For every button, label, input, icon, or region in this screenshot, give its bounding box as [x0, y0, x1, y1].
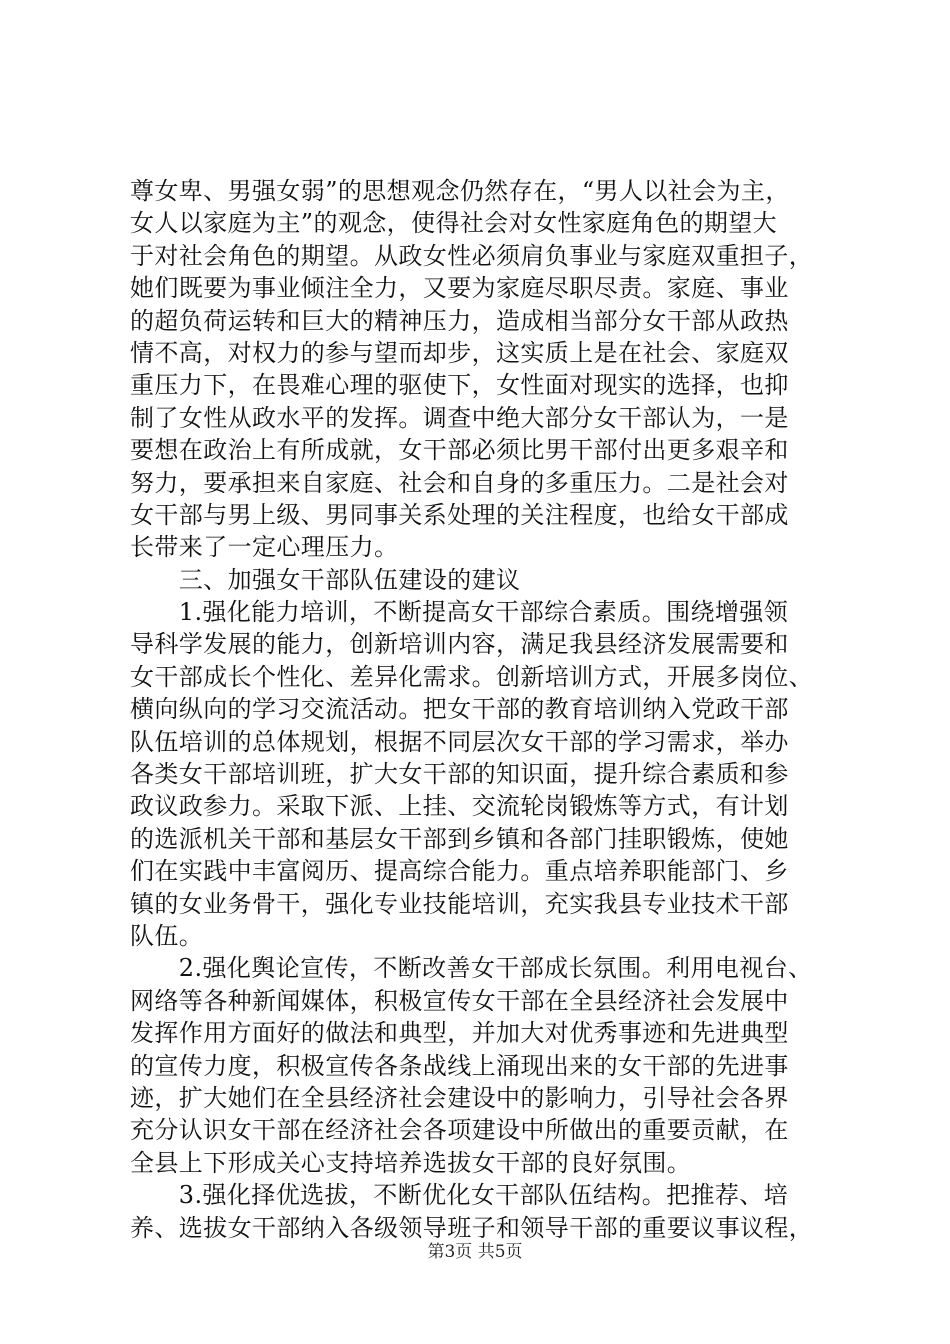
text-line: 们在实践中丰富阅历、提高综合能力。重点培养职能部门、乡 — [130, 857, 789, 886]
text-line: 网络等各种新闻媒体，积极宣传女干部在全县经济社会发展中 — [130, 986, 789, 1015]
text-line: 情不高，对权力的参与望而却步，这实质上是在社会、家庭双 — [130, 338, 789, 367]
text-line: 充分认识女干部在经济社会各项建设中所做出的重要贡献，在 — [130, 1116, 789, 1145]
text-line: 制了女性从政水平的发挥。调查中绝大部分女干部认为，一是 — [130, 403, 789, 432]
text-line: 的宣传力度，积极宣传各条战线上涌现出来的女干部的先进事 — [130, 1051, 789, 1080]
text-line: 尊女卑、男强女弱”的思想观念仍然存在，“男人以社会为主， — [130, 177, 790, 205]
text-line: 于对社会角色的期望。从政女性必须肩负事业与家庭双重担子， — [130, 241, 814, 270]
text-line: 长带来了一定心理压力。 — [130, 533, 399, 562]
text-line: 各类女干部培训班，扩大女干部的知识面，提升综合素质和参 — [130, 760, 789, 789]
text-line: 三、加强女干部队伍建设的建议 — [130, 565, 521, 594]
text-line: 养、选拔女干部纳入各级领导班子和领导干部的重要议事议程， — [130, 1213, 814, 1242]
text-line: 导科学发展的能力，创新培训内容，满足我县经济发展需要和 — [130, 630, 789, 659]
page-footer: 第3页 共5页 — [427, 1242, 523, 1262]
text-line: 的选派机关干部和基层女干部到乡镇和各部门挂职锻炼，使她 — [130, 824, 789, 853]
text-line: 女干部成长个性化、差异化需求。创新培训方式，开展多岗位、 — [130, 662, 814, 691]
text-line: 要想在政治上有所成就，女干部必须比男干部付出更多艰辛和 — [130, 436, 789, 465]
text-line: 她们既要为事业倾注全力，又要为家庭尽职尽责。家庭、事业 — [130, 274, 789, 303]
text-line: 1.强化能力培训，不断提高女干部综合素质。围绕增强领 — [130, 598, 789, 627]
text-line: 2.强化舆论宣传，不断改善女干部成长氛围。利用电视台、 — [130, 954, 813, 983]
text-line: 女干部与男上级、男同事关系处理的关注程度，也给女干部成 — [130, 500, 789, 529]
text-line: 横向纵向的学习交流活动。把女干部的教育培训纳入党政干部 — [130, 695, 789, 724]
text-line: 全县上下形成关心支持培养选拔女干部的良好氛围。 — [130, 1148, 692, 1177]
text-line: 队伍。 — [130, 921, 204, 950]
text-line: 的超负荷运转和巨大的精神压力，造成相当部分女干部从政热 — [130, 306, 789, 335]
text-line: 努力，要承担来自家庭、社会和自身的多重压力。二是社会对 — [130, 468, 789, 497]
text-line: 政议政参力。采取下派、上挂、交流轮岗锻炼等方式，有计划 — [130, 792, 789, 821]
text-line: 队伍培训的总体规划，根据不同层次女干部的学习需求，举办 — [130, 727, 789, 756]
text-line: 女人以家庭为主”的观念，使得社会对女性家庭角色的期望大 — [130, 209, 778, 238]
text-line: 3.强化择优选拔，不断优化女干部队伍结构。把推荐、培 — [130, 1181, 789, 1210]
text-line: 发挥作用方面好的做法和典型，并加大对优秀事迹和先进典型 — [130, 1019, 789, 1048]
body-text — [130, 175, 830, 1244]
text-line: 迹，扩大她们在全县经济社会建设中的影响力，引导社会各界 — [130, 1083, 789, 1112]
text-line: 重压力下，在畏难心理的驱使下，女性面对现实的选择，也抑 — [130, 371, 789, 400]
text-line: 镇的女业务骨干，强化专业技能培训，充实我县专业技术干部 — [130, 889, 789, 918]
